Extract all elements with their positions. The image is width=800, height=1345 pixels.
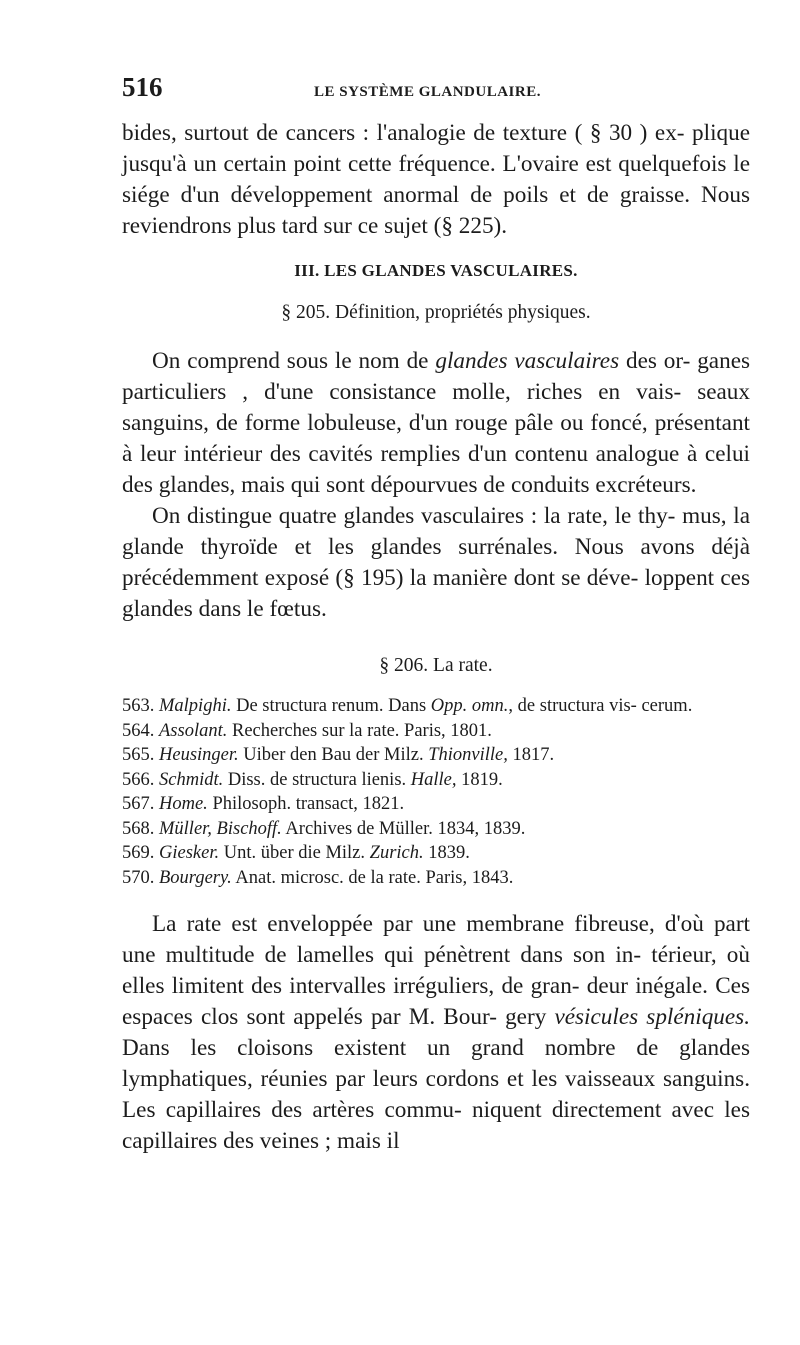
paragraph-definition	[122, 346, 750, 501]
paragraph-four-glands: On distingue quatre glandes vasculaires : la rate, le thy- mus, la glande thyroïde et les glandes surrénales. Nous avons déjà précédemment exposé (§ 195) la manière dont se déve- loppent ces glandes dans le fœtus.	[122, 503, 750, 622]
paragraph-text: La rate est enveloppée par une membrane fibreuse, d'où part une multitude de lamelles qui pénètrent dans son in- térieur, où elles limitent des intervalles irréguliers, de gran- deur inégale. Ces espaces clos sont appelés par M. Bour- gery	[122, 911, 750, 1030]
reference-item: 565. Heusinger. Uiber den Bau der Milz. Thionville, 1817.	[122, 745, 555, 765]
reference-item: 566. Schmidt. Diss. de structura lienis. Halle, 1819.	[122, 769, 503, 790]
reference-item: 563. Malpighi. De structura renum. Dans Opp. omn., de structura vis- cerum.	[122, 696, 693, 716]
page-number: 516	[122, 72, 163, 102]
reference-item: 570. Bourgery. Anat. microsc. de la rate. Paris, 1843.	[122, 867, 514, 888]
reference-item: 569. Giesker. Unt. über die Milz. Zurich. 1839.	[122, 843, 470, 863]
reference-item: 564. Assolant. Recherches sur la rate. Paris, 1801.	[122, 720, 492, 741]
paragraph-text: Dans les cloisons existent un grand nombre de glandes lymphatiques, réunies par leurs cordons et les vaisseaux sanguins. Les capillaires des artères commu- niquent directement avec les capillaires des veines ; mais il	[122, 1035, 750, 1154]
paragraph-spleen	[122, 909, 750, 1157]
subsection-heading-205: § 205. Définition, propriétés physiques.	[281, 302, 591, 323]
subsection-heading-206: § 206. La rate.	[379, 655, 493, 676]
reference-item: 567. Home. Philosoph. transact, 1821.	[122, 794, 405, 814]
reference-item: 568. Müller, Bischoff. Archives de Müller. 1834, 1839.	[122, 818, 526, 839]
page-header	[122, 72, 748, 102]
emphasized-term: glandes vasculaires	[435, 348, 620, 374]
running-title: LE SYSTÈME GLANDULAIRE.	[314, 84, 541, 100]
bibliography-list	[122, 694, 750, 890]
paragraph-text: On comprend sous le nom de	[152, 348, 436, 374]
paragraph-text: des or- ganes particuliers , d'une consistance molle, riches en vais- seaux sanguins, de forme lobuleuse, d'un rouge pâle ou foncé, présentant à leur intérieur des cavités remplies d'un contenu analogue à celui des glandes, mais qui sont dépourvues de conduits excréteurs.	[122, 348, 751, 498]
section-title: III. LES GLANDES VASCULAIRES.	[294, 261, 578, 280]
intro-paragraph: bides, surtout de cancers : l'analogie de texture ( § 30 ) ex- plique jusqu'à un certain point cette fréquence. L'ovaire est quelquefois le siége d'un développement anormal de poils et de graisse. Nous reviendrons plus tard sur ce sujet (§ 225).	[122, 120, 750, 239]
emphasized-term: vésicules spléniques.	[554, 1004, 750, 1030]
page-body	[122, 118, 750, 1157]
